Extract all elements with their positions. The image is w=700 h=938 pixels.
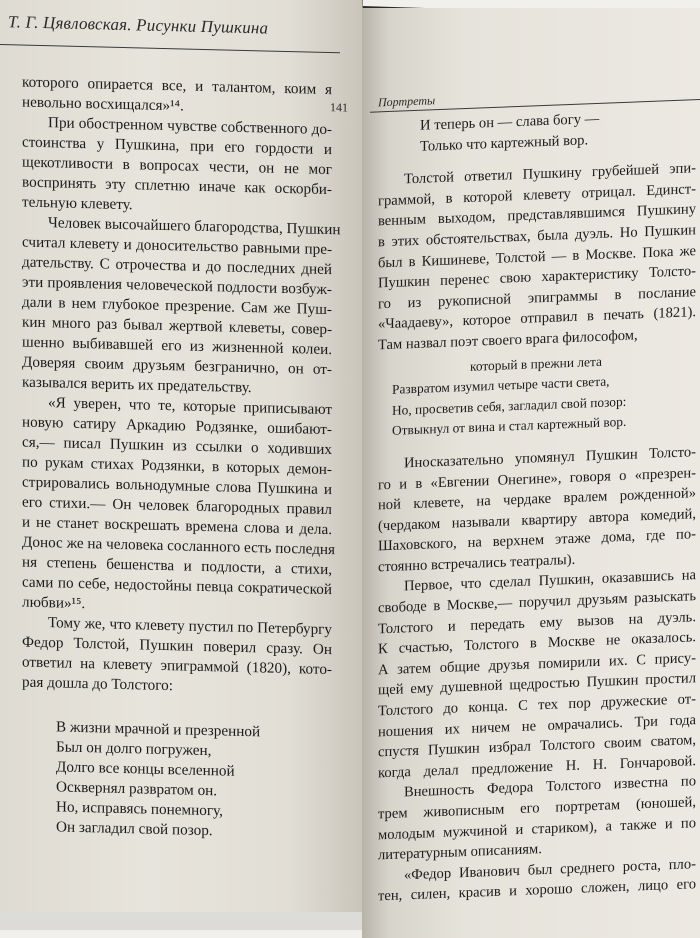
body-line: Донос же на человека сосланного есть последня	[22, 533, 336, 559]
body-line: дали в нем глубокое презрение. Сам же Пуш-	[22, 293, 332, 319]
body-line: При обостренном чувстве собственного до-	[48, 114, 332, 139]
body-line: эти проявления человеческой подлости возбуж-	[22, 273, 332, 299]
chaadaev-verse-block	[378, 348, 696, 443]
epigram-verse-end-line: Только что картежный вор.	[420, 131, 589, 155]
body-line: Доверяя своим друзьям безгранично, он от-	[22, 353, 332, 379]
body-line: дательству. С отрочества и до последних дней	[22, 253, 332, 279]
body-line: тельную клевету.	[22, 193, 133, 214]
body-line: новую сатиру Аркадию Родзянке, ошибают-	[22, 413, 332, 439]
body-line: тен, силен, красив и хорошо сложен, лицо его	[378, 876, 696, 905]
epigram-verse-line: Был он долго погружен,	[56, 738, 212, 760]
body-line: «Я уверен, что те, которые приписывают	[48, 394, 332, 419]
epigram-verse-end-line: И теперь он — слава богу —	[420, 110, 600, 134]
body-line: ношения их ничем не омрачались. Три года	[378, 711, 696, 741]
body-line: спустя Пушкин избрал Толстого своим сватом,	[378, 732, 696, 761]
body-line: был в Кишиневе, Толстой — в Москве. Пока же	[378, 242, 696, 271]
body-line: го из рукописной эпиграммы в послание	[378, 283, 696, 313]
body-line: стрировались вольнодумные слова Пушкина и	[22, 473, 332, 499]
body-line: которого опирается все, и талантом, коим я	[22, 73, 332, 99]
body-line: (чердаком называли квартиру автора комедий,	[378, 505, 696, 535]
body-line: литературным описаниям.	[378, 841, 542, 864]
body-line: Шаховского, на верхнем этаже дома, где по-	[378, 526, 696, 555]
body-line: и не станет воскрешать времена слова и дела.	[22, 513, 332, 539]
epigram-verse-block	[22, 717, 332, 845]
body-line: венным выходом, представлявшимся Пушкину	[378, 201, 696, 230]
body-line: стоинства у Пушкина, при его гордости и	[22, 133, 332, 159]
body-line: Пушкин перенес свою характеристику Толсто-	[378, 263, 696, 292]
body-line: свободе в Москве,— поручил друзьям разыскать	[378, 588, 696, 617]
body-line: Тому же, что клевету пустил по Петербургу	[48, 614, 332, 639]
body-line: ся,— писал Пушкин из ссылки о ходивших	[22, 433, 332, 459]
page-number: 141	[330, 100, 348, 115]
body-line: шенно выбивавшей его из жизненной колеи.	[22, 333, 332, 359]
body-line: Первое, что сделал Пушкин, оказавшись на	[404, 567, 696, 595]
right-page	[362, 8, 700, 938]
body-line: А затем общие друзья помирили их. С прису-	[378, 650, 696, 679]
running-head-left: Т. Г. Цявловская. Рисунки Пушкина	[8, 12, 269, 38]
body-line: молодым мужчиной и стариком), а также и по	[378, 814, 696, 843]
body-line: в этих обстоятельствах, была дуэль. Но Пушкин	[378, 222, 696, 251]
body-line: невольно восхищался»¹⁴.	[22, 93, 184, 115]
body-line: Человек высочайшего благородства, Пушкин	[48, 214, 341, 239]
body-line: «Чаадаеву», которое отправил в печать (1821).	[378, 304, 696, 333]
chaadaev-verse-line: Отвыкнул от вина и стал картежный вор.	[392, 414, 627, 439]
body-line: Толстой ответил Пушкину грубейшей эпи-	[404, 160, 696, 188]
body-line: ответил на клевету эпиграммой (1820), кото-	[22, 653, 332, 679]
body-line: считал клевету и доносительство равными пре-	[22, 233, 332, 259]
body-line: сами по себе, недостойны певца сократической	[22, 573, 332, 599]
body-line: кин много раз бывал жертвой клеветы, совер-	[22, 313, 332, 339]
body-line: Иносказательно упомянул Пушкин Толсто-	[404, 444, 696, 472]
chaadaev-verse-line: который в прежни лета	[470, 353, 602, 374]
body-line: Там назвал поэт своего врага философом,	[378, 327, 638, 354]
running-head-right: Портреты	[378, 93, 436, 110]
body-line: рая дошла до Толстого:	[22, 673, 173, 695]
body-line: трем живописным его портретам (юношей,	[378, 794, 696, 823]
body-line: ной клевете, на чердаке вралем рожденной»	[378, 485, 696, 514]
right-body-text	[378, 105, 696, 907]
body-line: когда делал предложение Н. Н. Гончаровой.	[378, 752, 696, 782]
body-line: воспринять эту сплетню иначе как оскорби-	[22, 173, 332, 199]
body-line: щекотливости в вопросах чести, он не мог	[22, 153, 332, 179]
epigram-verse-line: Долго все концы вселенной	[56, 758, 235, 780]
header-rule-left	[0, 44, 340, 53]
body-line: Федор Толстой, Пушкин поверил сразу. Он	[22, 633, 332, 659]
chaadaev-verse-line: Но, просветив себя, загладил свой позор:	[392, 393, 627, 418]
body-line: го и в «Евгении Онегине», говоря о «презрен-	[378, 464, 696, 493]
body-line: Толстого и передать ему вызов на дуэль.	[378, 608, 696, 638]
body-line: Толстого до конца. С тех пор дружеские от-	[378, 691, 696, 720]
epigram-verse-line: В жизни мрачной и презренной	[56, 718, 261, 741]
epigram-verse-line: Но, исправясь понемногу,	[56, 798, 223, 820]
body-line: любви»¹⁵.	[22, 593, 86, 613]
body-line: «Федор Иванович был среднего роста, пло-	[404, 855, 696, 884]
body-line: граммой, в которой клевету отрицал. Единст-	[378, 180, 696, 210]
body-line: его стихи.— Он человек благородных правил	[22, 493, 332, 519]
body-line: стоянно встречались театралы).	[378, 551, 576, 576]
chaadaev-verse-line: Развратом изумил четыре части света,	[392, 373, 610, 397]
epigram-verse-line: Он загладил свой позор.	[56, 818, 213, 840]
body-line: Внешность Федора Толстого известна по	[404, 773, 696, 801]
body-line: щей ему душевной щедростью Пушкин простил	[378, 670, 696, 699]
body-line: по рукам стихах Родзянки, в которых демон-	[22, 453, 332, 479]
body-line: ня степень бешенства и подлости, а стихи,	[22, 553, 332, 579]
body-line: казывался верить их предательству.	[22, 373, 252, 397]
body-line: К счастью, Толстого в Москве не оказалось.	[378, 629, 696, 658]
epigram-verse-line: Осквернял развратом он.	[56, 778, 218, 800]
